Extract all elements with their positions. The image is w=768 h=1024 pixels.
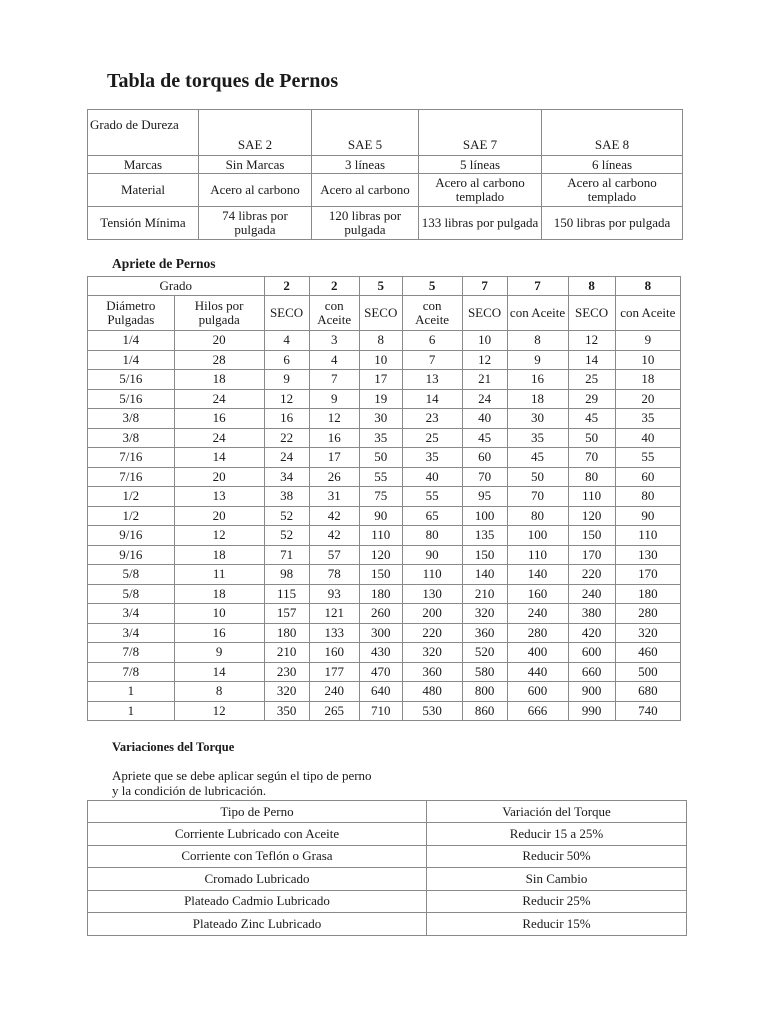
tipo-perno-cell: Plateado Cadmio Lubricado [88, 890, 427, 913]
torque-cell: 16 [309, 428, 359, 448]
variacion-cell: Reducir 50% [427, 845, 687, 868]
torque-cell: 130 [402, 584, 462, 604]
torque-cell: 8 [359, 331, 402, 351]
table-cell: Acero al carbono [312, 174, 419, 207]
torque-cell: 150 [568, 526, 615, 546]
table-row [88, 604, 681, 624]
torque-cell: 157 [264, 604, 309, 624]
variaciones-description: Apriete que se debe aplicar según el tipo de perno y la condición de lubricación. [112, 768, 372, 798]
diameter-cell: 3/8 [88, 428, 175, 448]
torque-cell: 130 [615, 545, 680, 565]
torque-cell: 19 [359, 389, 402, 409]
threads-cell: 18 [174, 584, 264, 604]
torque-cell: 160 [309, 643, 359, 663]
grade-header: 7 [462, 277, 507, 296]
threads-cell: 9 [174, 643, 264, 663]
torque-cell: 21 [462, 370, 507, 390]
condition-header: SECO [568, 296, 615, 331]
torque-cell: 16 [264, 409, 309, 429]
table-row [88, 370, 681, 390]
torque-cell: 110 [507, 545, 568, 565]
torque-cell: 600 [568, 643, 615, 663]
threads-cell: 24 [174, 389, 264, 409]
torque-cell: 38 [264, 487, 309, 507]
diameter-cell: 1/4 [88, 350, 175, 370]
torque-cell: 57 [309, 545, 359, 565]
threads-cell: 8 [174, 682, 264, 702]
hilos-header: Hilos por pulgada [174, 296, 264, 331]
table-row [88, 545, 681, 565]
torque-cell: 360 [462, 623, 507, 643]
table-row [88, 643, 681, 663]
apriete-title: Apriete de Pernos [112, 256, 216, 271]
torque-cell: 29 [568, 389, 615, 409]
torque-cell: 220 [402, 623, 462, 643]
torque-cell: 320 [264, 682, 309, 702]
diameter-cell: 1 [88, 682, 175, 702]
variacion-cell: Sin Cambio [427, 868, 687, 891]
torque-cell: 100 [507, 526, 568, 546]
torque-cell: 14 [402, 389, 462, 409]
torque-cell: 10 [359, 350, 402, 370]
torque-cell: 35 [402, 448, 462, 468]
torque-cell: 800 [462, 682, 507, 702]
torque-cell: 135 [462, 526, 507, 546]
grade-header: 8 [568, 277, 615, 296]
table-row [88, 890, 687, 913]
torque-cell: 9 [264, 370, 309, 390]
torque-cell: 30 [359, 409, 402, 429]
torque-cell: 230 [264, 662, 309, 682]
threads-cell: 12 [174, 701, 264, 721]
tipo-perno-cell: Corriente Lubricado con Aceite [88, 823, 427, 846]
table-row [88, 389, 681, 409]
torque-cell: 71 [264, 545, 309, 565]
torque-cell: 4 [309, 350, 359, 370]
threads-cell: 20 [174, 506, 264, 526]
torque-cell: 300 [359, 623, 402, 643]
torque-cell: 320 [462, 604, 507, 624]
diameter-cell: 7/8 [88, 662, 175, 682]
threads-cell: 14 [174, 448, 264, 468]
threads-cell: 16 [174, 409, 264, 429]
diameter-cell: 1/4 [88, 331, 175, 351]
torque-cell: 90 [615, 506, 680, 526]
table-row [88, 584, 681, 604]
torque-cell: 666 [507, 701, 568, 721]
condition-header: con Aceite [615, 296, 680, 331]
torque-cell: 50 [568, 428, 615, 448]
table-cell: 6 líneas [542, 156, 683, 174]
diameter-cell: 5/16 [88, 370, 175, 390]
torque-cell: 80 [402, 526, 462, 546]
torque-cell: 220 [568, 565, 615, 585]
table-row [88, 350, 681, 370]
torque-cell: 26 [309, 467, 359, 487]
torque-cell: 35 [359, 428, 402, 448]
torque-cell: 115 [264, 584, 309, 604]
tipo-perno-cell: Corriente con Teflón o Grasa [88, 845, 427, 868]
table-row [88, 845, 687, 868]
diameter-cell: 5/16 [88, 389, 175, 409]
torque-cell: 110 [568, 487, 615, 507]
torque-cell: 110 [615, 526, 680, 546]
torque-cell: 52 [264, 506, 309, 526]
variacion-cell: Reducir 15% [427, 913, 687, 936]
torque-cell: 18 [615, 370, 680, 390]
variaciones-title: Variaciones del Torque [112, 740, 235, 754]
condition-header: con Aceite [309, 296, 359, 331]
torque-cell: 380 [568, 604, 615, 624]
torque-cell: 50 [507, 467, 568, 487]
torque-cell: 640 [359, 682, 402, 702]
torque-cell: 25 [402, 428, 462, 448]
sae-grade-header: SAE 8 [542, 110, 683, 156]
variaciones-table [87, 800, 687, 936]
torque-cell: 35 [507, 428, 568, 448]
diameter-cell: 7/8 [88, 643, 175, 663]
torque-cell: 70 [568, 448, 615, 468]
torque-cell: 200 [402, 604, 462, 624]
variacion-cell: Reducir 25% [427, 890, 687, 913]
torque-cell: 170 [568, 545, 615, 565]
torque-cell: 400 [507, 643, 568, 663]
torque-cell: 12 [462, 350, 507, 370]
torque-cell: 600 [507, 682, 568, 702]
torque-cell: 93 [309, 584, 359, 604]
condition-header: SECO [359, 296, 402, 331]
row-label: Material [88, 174, 199, 207]
torque-cell: 350 [264, 701, 309, 721]
torque-cell: 9 [615, 331, 680, 351]
torque-cell: 78 [309, 565, 359, 585]
diameter-cell: 9/16 [88, 526, 175, 546]
table-cell: 150 libras por pulgada [542, 207, 683, 240]
torque-cell: 680 [615, 682, 680, 702]
diametro-header: Diámetro Pulgadas [88, 296, 175, 331]
table-row [88, 662, 681, 682]
sae-row-tension [88, 207, 683, 240]
tipo-perno-cell: Plateado Zinc Lubricado [88, 913, 427, 936]
torque-cell: 17 [309, 448, 359, 468]
threads-cell: 10 [174, 604, 264, 624]
table-row [88, 526, 681, 546]
diameter-cell: 1 [88, 701, 175, 721]
torque-cell: 7 [402, 350, 462, 370]
torque-cell: 40 [462, 409, 507, 429]
variaciones-body [88, 823, 687, 936]
torque-cell: 480 [402, 682, 462, 702]
torque-cell: 42 [309, 526, 359, 546]
torque-cell: 80 [615, 487, 680, 507]
torque-cell: 260 [359, 604, 402, 624]
torque-cell: 24 [264, 448, 309, 468]
torque-cell: 75 [359, 487, 402, 507]
torque-cell: 121 [309, 604, 359, 624]
torque-cell: 3 [309, 331, 359, 351]
sae-header-row [88, 110, 683, 156]
table-cell: 133 libras por pulgada [419, 207, 542, 240]
torque-cell: 120 [568, 506, 615, 526]
torque-cell: 45 [507, 448, 568, 468]
torque-cell: 45 [568, 409, 615, 429]
torque-cell: 180 [264, 623, 309, 643]
table-row [88, 868, 687, 891]
torque-cell: 320 [615, 623, 680, 643]
torque-cell: 240 [568, 584, 615, 604]
diameter-cell: 3/8 [88, 409, 175, 429]
torque-cell: 710 [359, 701, 402, 721]
torque-cell: 52 [264, 526, 309, 546]
table-row [88, 487, 681, 507]
sae-grade-header: SAE 7 [419, 110, 542, 156]
threads-cell: 14 [174, 662, 264, 682]
torque-cell: 420 [568, 623, 615, 643]
torque-cell: 470 [359, 662, 402, 682]
condition-row [88, 296, 681, 331]
torque-cell: 40 [615, 428, 680, 448]
diameter-cell: 9/16 [88, 545, 175, 565]
torque-cell: 60 [615, 467, 680, 487]
torque-cell: 110 [359, 526, 402, 546]
grade-header: 5 [359, 277, 402, 296]
condition-header: SECO [462, 296, 507, 331]
tipo-perno-cell: Cromado Lubricado [88, 868, 427, 891]
torque-cell: 90 [359, 506, 402, 526]
torque-cell: 35 [615, 409, 680, 429]
table-row [88, 448, 681, 468]
torque-cell: 240 [309, 682, 359, 702]
table-cell: Acero al carbono [199, 174, 312, 207]
diameter-cell: 3/4 [88, 604, 175, 624]
torque-cell: 120 [359, 545, 402, 565]
threads-cell: 16 [174, 623, 264, 643]
torque-cell: 10 [615, 350, 680, 370]
table-row [88, 701, 681, 721]
torque-cell: 9 [507, 350, 568, 370]
torque-cell: 990 [568, 701, 615, 721]
torque-cell: 140 [507, 565, 568, 585]
torque-cell: 45 [462, 428, 507, 448]
row-label: Tensión Mínima [88, 207, 199, 240]
torque-cell: 180 [615, 584, 680, 604]
torque-cell: 25 [568, 370, 615, 390]
table-cell: 74 libras por pulgada [199, 207, 312, 240]
torque-cell: 24 [462, 389, 507, 409]
diameter-cell: 1/2 [88, 487, 175, 507]
table-cell: Sin Marcas [199, 156, 312, 174]
variacion-cell: Reducir 15 a 25% [427, 823, 687, 846]
torque-cell: 900 [568, 682, 615, 702]
torque-cell: 660 [568, 662, 615, 682]
torque-cell: 17 [359, 370, 402, 390]
threads-cell: 11 [174, 565, 264, 585]
torque-cell: 100 [462, 506, 507, 526]
diameter-cell: 5/8 [88, 584, 175, 604]
diameter-cell: 5/8 [88, 565, 175, 585]
torque-cell: 16 [507, 370, 568, 390]
torque-cell: 180 [359, 584, 402, 604]
torque-cell: 80 [507, 506, 568, 526]
diameter-cell: 7/16 [88, 467, 175, 487]
page-title: Tabla de torques de Pernos [107, 70, 339, 92]
condition-header: con Aceite [507, 296, 568, 331]
table-row [88, 331, 681, 351]
table-cell: 3 líneas [312, 156, 419, 174]
table-row [88, 506, 681, 526]
torque-cell: 360 [402, 662, 462, 682]
torque-cell: 55 [615, 448, 680, 468]
torque-cell: 95 [462, 487, 507, 507]
torque-cell: 55 [402, 487, 462, 507]
torque-cell: 70 [507, 487, 568, 507]
torque-cell: 98 [264, 565, 309, 585]
table-cell: Acero al carbono templado [419, 174, 542, 207]
torque-cell: 13 [402, 370, 462, 390]
torque-cell: 580 [462, 662, 507, 682]
table-cell: 120 libras por pulgada [312, 207, 419, 240]
torque-cell: 10 [462, 331, 507, 351]
torque-cell: 140 [462, 565, 507, 585]
diameter-cell: 7/16 [88, 448, 175, 468]
torque-cell: 150 [359, 565, 402, 585]
torque-cell: 22 [264, 428, 309, 448]
torque-cell: 40 [402, 467, 462, 487]
torque-cell: 440 [507, 662, 568, 682]
apriete-body [88, 331, 681, 721]
table-row [88, 823, 687, 846]
torque-cell: 320 [402, 643, 462, 663]
torque-cell: 34 [264, 467, 309, 487]
torque-cell: 9 [309, 389, 359, 409]
torque-cell: 210 [264, 643, 309, 663]
threads-cell: 18 [174, 370, 264, 390]
torque-cell: 520 [462, 643, 507, 663]
table-row [88, 913, 687, 936]
sae-grade-header: SAE 5 [312, 110, 419, 156]
torque-cell: 160 [507, 584, 568, 604]
table-cell: Acero al carbono templado [542, 174, 683, 207]
torque-cell: 170 [615, 565, 680, 585]
grade-header: 5 [402, 277, 462, 296]
torque-cell: 150 [462, 545, 507, 565]
table-row [88, 467, 681, 487]
torque-cell: 6 [264, 350, 309, 370]
threads-cell: 18 [174, 545, 264, 565]
table-row [88, 623, 681, 643]
torque-cell: 42 [309, 506, 359, 526]
table-row [88, 409, 681, 429]
condition-header: con Aceite [402, 296, 462, 331]
torque-cell: 430 [359, 643, 402, 663]
torque-cell: 6 [402, 331, 462, 351]
torque-cell: 50 [359, 448, 402, 468]
torque-cell: 55 [359, 467, 402, 487]
grade-row [88, 277, 681, 296]
grade-header: 2 [264, 277, 309, 296]
row-label: Marcas [88, 156, 199, 174]
table-row [88, 565, 681, 585]
threads-cell: 28 [174, 350, 264, 370]
table-cell: 5 líneas [419, 156, 542, 174]
torque-cell: 460 [615, 643, 680, 663]
torque-cell: 530 [402, 701, 462, 721]
torque-cell: 70 [462, 467, 507, 487]
threads-cell: 20 [174, 467, 264, 487]
sae-row-material [88, 174, 683, 207]
diameter-cell: 1/2 [88, 506, 175, 526]
torque-cell: 265 [309, 701, 359, 721]
table-row [88, 428, 681, 448]
torque-cell: 210 [462, 584, 507, 604]
grado-dureza-label: Grado de Dureza [88, 110, 199, 156]
torque-cell: 7 [309, 370, 359, 390]
torque-cell: 90 [402, 545, 462, 565]
torque-cell: 31 [309, 487, 359, 507]
tipo-perno-header: Tipo de Perno [88, 801, 427, 823]
torque-cell: 177 [309, 662, 359, 682]
torque-cell: 12 [309, 409, 359, 429]
table-row [88, 682, 681, 702]
torque-cell: 12 [264, 389, 309, 409]
sae-grade-header: SAE 2 [199, 110, 312, 156]
torque-cell: 240 [507, 604, 568, 624]
torque-cell: 18 [507, 389, 568, 409]
variaciones-header-row [88, 801, 687, 823]
torque-cell: 14 [568, 350, 615, 370]
torque-cell: 65 [402, 506, 462, 526]
grade-header: 7 [507, 277, 568, 296]
threads-cell: 12 [174, 526, 264, 546]
grade-header: 8 [615, 277, 680, 296]
torque-cell: 860 [462, 701, 507, 721]
variacion-header: Variación del Torque [427, 801, 687, 823]
torque-cell: 23 [402, 409, 462, 429]
torque-cell: 20 [615, 389, 680, 409]
torque-cell: 280 [615, 604, 680, 624]
torque-cell: 4 [264, 331, 309, 351]
torque-cell: 110 [402, 565, 462, 585]
apriete-table [87, 276, 681, 721]
threads-cell: 24 [174, 428, 264, 448]
threads-cell: 13 [174, 487, 264, 507]
diameter-cell: 3/4 [88, 623, 175, 643]
condition-header: SECO [264, 296, 309, 331]
torque-cell: 280 [507, 623, 568, 643]
threads-cell: 20 [174, 331, 264, 351]
sae-grade-table [87, 109, 683, 240]
torque-cell: 740 [615, 701, 680, 721]
torque-cell: 12 [568, 331, 615, 351]
torque-cell: 8 [507, 331, 568, 351]
sae-row-marcas [88, 156, 683, 174]
torque-cell: 30 [507, 409, 568, 429]
torque-cell: 500 [615, 662, 680, 682]
torque-cell: 60 [462, 448, 507, 468]
grado-label: Grado [88, 277, 265, 296]
torque-cell: 80 [568, 467, 615, 487]
torque-cell: 133 [309, 623, 359, 643]
grade-header: 2 [309, 277, 359, 296]
